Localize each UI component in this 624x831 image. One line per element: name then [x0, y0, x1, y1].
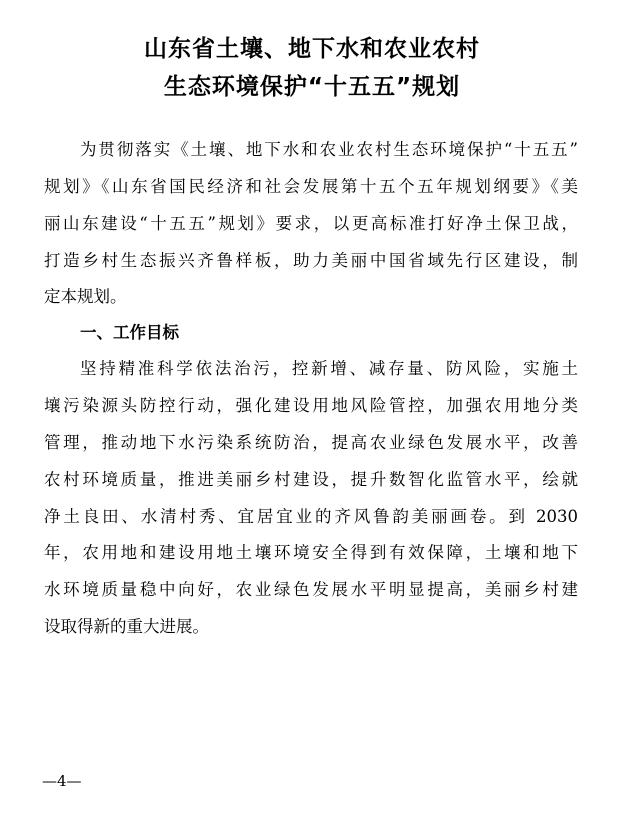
intro-line-3: 丽山东建设“十五五”规划》要求，以更高标准打好净土保卫战，: [44, 214, 578, 233]
section-heading: 一、工作目标: [80, 323, 179, 342]
section-line-8: 设取得新的重大进展。: [44, 617, 209, 636]
page-number: —4—: [42, 772, 82, 790]
intro-line-1: 为贯彻落实《土壤、地下水和农业农村生态环境保护“十五五”: [80, 140, 578, 159]
section-line-5: 净土良田、水清村秀、宜居宜业的齐风鲁韵美丽画卷。到 2030: [44, 507, 578, 526]
section-line-3: 管理，推动地下水污染系统防治，提高农业绿色发展水平，改善: [44, 433, 578, 452]
section-line-1: 坚持精准科学依法治污，控新增、减存量、防风险，实施土: [80, 359, 578, 378]
intro-line-4: 打造乡村生态振兴齐鲁样板，助力美丽中国省域先行区建设，制: [44, 251, 578, 270]
title-line-2: 生态环境保护“十五五”规划: [163, 74, 461, 100]
section-line-2: 壤污染源头防控行动，强化建设用地风险管控，加强农用地分类: [44, 396, 578, 415]
section-line-4: 农村环境质量，推进美丽乡村建设，提升数智化监管水平，绘就: [44, 470, 578, 489]
section-line-7: 水环境质量稳中向好，农业绿色发展水平明显提高，美丽乡村建: [44, 580, 578, 599]
section-line-6: 年，农用地和建设用地土壤环境安全得到有效保障，土壤和地下: [44, 543, 578, 562]
intro-line-2: 规划》《山东省国民经济和社会发展第十五个五年规划纲要》《美: [44, 177, 578, 196]
title-line-1: 山东省土壤、地下水和农业农村: [144, 36, 480, 62]
intro-line-5: 定本规划。: [44, 287, 127, 306]
